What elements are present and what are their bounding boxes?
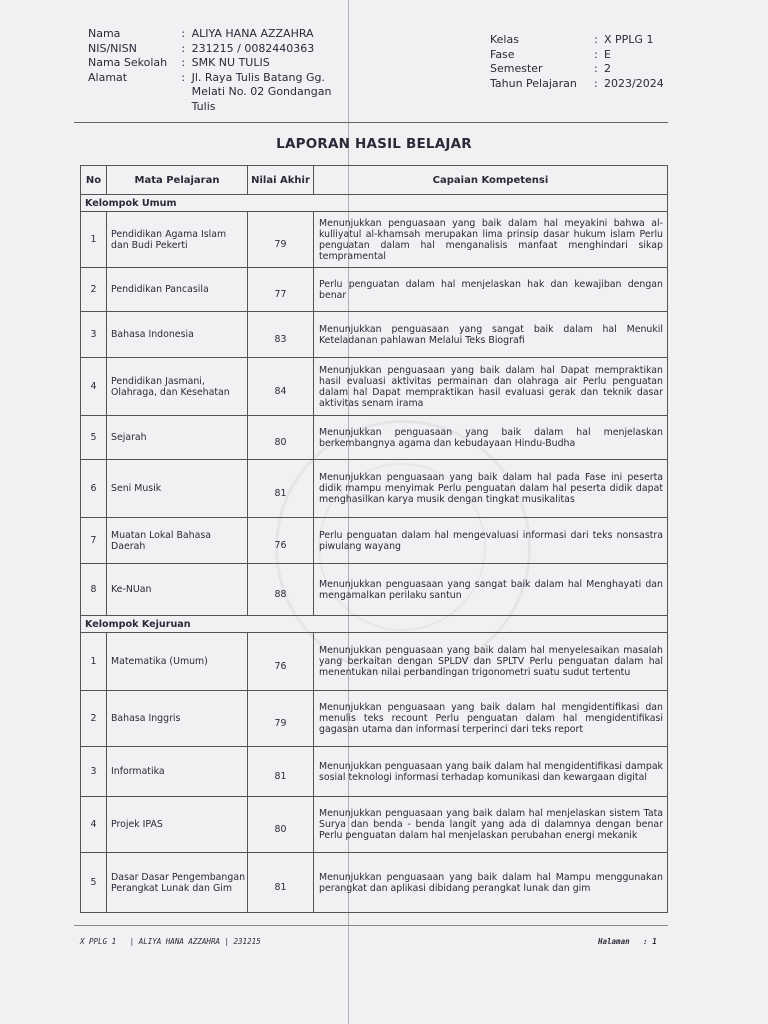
table-row	[81, 460, 668, 518]
row-number: 4	[81, 797, 107, 853]
subject-name: Informatika	[107, 747, 248, 797]
field-label: Fase	[490, 47, 515, 61]
table-row	[81, 633, 668, 691]
field-value: 231215 / 0082440363	[191, 41, 315, 55]
table-row	[81, 518, 668, 564]
page-number-value: 1	[652, 937, 657, 946]
row-number: 1	[81, 633, 107, 691]
info-row	[490, 33, 664, 48]
final-score: 80	[248, 797, 314, 853]
competency-text: Menunjukkan penguasaan yang baik dalam hal menjelaskan berkembangnya agama dan kebudayaan Hindu-Budha	[314, 416, 668, 460]
table-row	[81, 691, 668, 747]
group-label: Kelompok Kejuruan	[81, 616, 668, 633]
subject-name: Sejarah	[107, 416, 248, 460]
competency-text: Perlu penguatan dalam hal mengevaluasi informasi dari teks nonsastra piwulang wayang	[314, 518, 668, 564]
row-number: 8	[81, 564, 107, 616]
table-row	[81, 797, 668, 853]
field-value: Jl. Raya Tulis Batang Gg. Melati No. 02 Gondangan Tulis	[191, 70, 332, 113]
competency-text: Menunjukkan penguasaan yang baik dalam hal meyakini bahwa al-kulliyatul al-khamsah merupakan lima prinsip dasar hukum islam Perlu penguatan dalam hal menganalisis manfaat menghindari sikap tempramental	[314, 212, 668, 268]
report-title: LAPORAN HASIL BELAJAR	[276, 136, 472, 152]
competency-text: Menunjukkan penguasaan yang sangat baik dalam hal Menghayati dan mengamalkan perilaku santun	[314, 564, 668, 616]
subject-name: Projek IPAS	[107, 797, 248, 853]
table-row	[81, 747, 668, 797]
page-label: Halaman	[598, 937, 630, 946]
subject-name: Matematika (Umum)	[107, 633, 248, 691]
final-score: 77	[248, 268, 314, 312]
final-score: 81	[248, 460, 314, 518]
header-no: No	[81, 166, 107, 195]
competency-text: Menunjukkan penguasaan yang baik dalam hal Dapat mempraktikan hasil evaluasi aktivitas permainan dan olahraga air Perlu penguatan dalam hal Dapat mempraktikan hasil evaluasi gerak dan teknik dasar aktivitas senam irama	[314, 358, 668, 416]
group-row	[81, 195, 668, 212]
field-separator: :	[594, 33, 598, 46]
competency-text: Menunjukkan penguasaan yang sangat baik dalam hal Menukil Keteladanan pahlawan Melalui Teks Biografi	[314, 312, 668, 358]
final-score: 79	[248, 212, 314, 268]
header-subject: Mata Pelajaran	[107, 166, 248, 195]
field-value: X PPLG 1	[604, 33, 654, 46]
final-score: 83	[248, 312, 314, 358]
subject-name: Pendidikan Jasmani, Olahraga, dan Kesehatan	[107, 358, 248, 416]
group-row	[81, 616, 668, 633]
field-label: Nama Sekolah	[88, 56, 168, 69]
field-separator: :	[181, 70, 186, 84]
table-row	[81, 212, 668, 268]
field-value: 2	[604, 62, 611, 75]
subject-name: Pendidikan Pancasila	[107, 268, 248, 312]
subject-name: Pendidikan Agama Islam dan Budi Pekerti	[107, 212, 248, 268]
field-label: Tahun Pelajaran	[490, 76, 577, 90]
competency-text: Menunjukkan penguasaan yang baik dalam hal pada Fase ini peserta didik mampu menyimak Perlu penguatan dalam hal peserta didik dapat menghasilkan karya musik dengan tingkat musikalitas	[314, 460, 668, 518]
row-number: 7	[81, 518, 107, 564]
footer-divider	[74, 925, 668, 926]
header-score: Nilai Akhir	[248, 166, 314, 195]
info-row	[88, 42, 358, 57]
subject-name: Ke-NUan	[107, 564, 248, 616]
subject-name: Bahasa Inggris	[107, 691, 248, 747]
competency-text: Menunjukkan penguasaan yang baik dalam hal menyelesaikan masalah yang berkaitan dengan SPLDV dan SPLTV Perlu penguatan dalam hal menentukan nilai perbandingan trigonometri suatu sudut tertentu	[314, 633, 668, 691]
page-number: Halaman : 1	[598, 937, 657, 946]
info-row	[88, 71, 358, 115]
final-score: 76	[248, 518, 314, 564]
info-row	[490, 77, 664, 92]
final-score: 84	[248, 358, 314, 416]
footer-student-label: X PPLG 1 | ALIYA HANA AZZAHRA | 231215	[80, 937, 261, 946]
info-row	[88, 27, 358, 42]
field-label: NIS/NISN	[88, 41, 137, 55]
field-value: ALIYA HANA AZZAHRA	[191, 27, 314, 40]
field-label: Kelas	[490, 33, 519, 46]
grades-table	[80, 165, 668, 913]
field-separator: :	[594, 62, 598, 75]
header-divider	[74, 122, 668, 123]
field-label: Nama	[88, 27, 121, 40]
competency-text: Menunjukkan penguasaan yang baik dalam hal mengidentifikasi dampak sosial teknologi informasi terhadap komunikasi dan kewargaan digital	[314, 747, 668, 797]
field-value: E	[604, 47, 611, 61]
field-label: Alamat	[88, 70, 128, 84]
field-separator: :	[181, 41, 186, 55]
table-row	[81, 416, 668, 460]
info-row	[490, 48, 664, 63]
table-row	[81, 358, 668, 416]
field-value: 2023/2024	[604, 76, 664, 90]
row-number: 5	[81, 853, 107, 913]
field-value: SMK NU TULIS	[191, 56, 270, 69]
table-header-row	[81, 166, 668, 195]
field-separator: :	[181, 56, 186, 69]
competency-text: Menunjukkan penguasaan yang baik dalam hal Mampu menggunakan perangkat dan aplikasi dibidang perangkat lunak dan gim	[314, 853, 668, 913]
final-score: 88	[248, 564, 314, 616]
row-number: 2	[81, 268, 107, 312]
row-number: 4	[81, 358, 107, 416]
row-number: 5	[81, 416, 107, 460]
subject-name: Bahasa Indonesia	[107, 312, 248, 358]
row-number: 2	[81, 691, 107, 747]
competency-text: Perlu penguatan dalam hal menjelaskan hak dan kewajiban dengan benar	[314, 268, 668, 312]
subject-name: Muatan Lokal Bahasa Daerah	[107, 518, 248, 564]
table-row	[81, 853, 668, 913]
row-number: 6	[81, 460, 107, 518]
header-competency: Capaian Kompetensi	[314, 166, 668, 195]
class-info	[490, 33, 664, 91]
field-separator: :	[594, 47, 598, 61]
info-row	[490, 62, 664, 77]
final-score: 79	[248, 691, 314, 747]
row-number: 3	[81, 747, 107, 797]
subject-name: Dasar Dasar Pengembangan Perangkat Lunak dan Gim	[107, 853, 248, 913]
student-info	[88, 27, 358, 114]
final-score: 81	[248, 853, 314, 913]
info-row	[88, 56, 358, 71]
final-score: 81	[248, 747, 314, 797]
final-score: 80	[248, 416, 314, 460]
group-label: Kelompok Umum	[81, 195, 668, 212]
table-row	[81, 312, 668, 358]
row-number: 3	[81, 312, 107, 358]
table-row	[81, 564, 668, 616]
row-number: 1	[81, 212, 107, 268]
final-score: 76	[248, 633, 314, 691]
field-separator: :	[181, 27, 186, 40]
table-row	[81, 268, 668, 312]
competency-text: Menunjukkan penguasaan yang baik dalam hal mengidentifikasi dan menulis teks recount Perlu penguatan dalam hal mengidentifikasi gagasan utama dan informasi terperinci dari teks report	[314, 691, 668, 747]
subject-name: Seni Musik	[107, 460, 248, 518]
field-separator: :	[594, 76, 598, 90]
field-label: Semester	[490, 62, 543, 75]
competency-text: Menunjukkan penguasaan yang baik dalam hal menjelaskan sistem Tata Surya dan benda - benda langit yang ada di dalamnya dengan benar Perlu penguatan dalam hal menjelaskan perubahan energi mekanik	[314, 797, 668, 853]
